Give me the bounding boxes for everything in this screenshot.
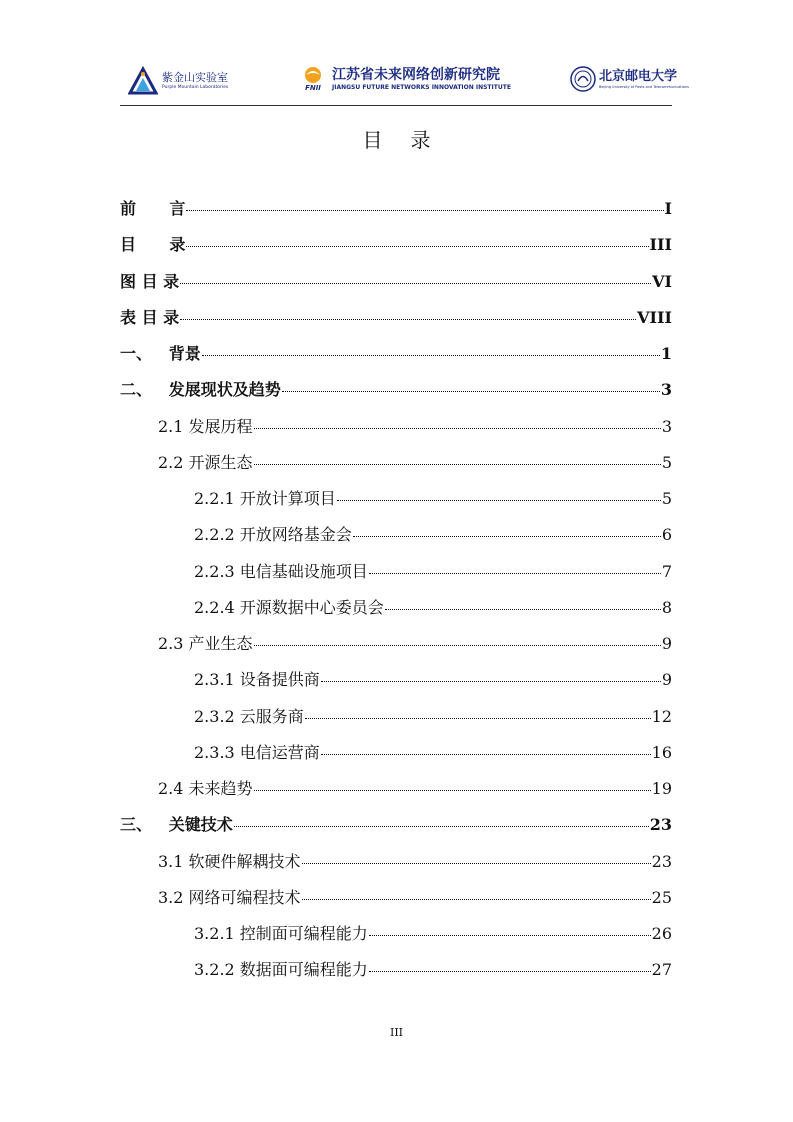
toc-entry-label: 2.2 开源生态 (158, 452, 253, 472)
toc-dot-leader (186, 246, 648, 247)
fnii-swirl-icon (301, 66, 325, 84)
toc-entry-page: III (649, 235, 672, 255)
toc-dot-leader (385, 609, 661, 610)
purple-mountain-name-cn: 紫金山实验室 (162, 71, 228, 84)
toc-entry-page: 19 (651, 779, 672, 798)
purple-mountain-name-en: Purple Mountain Laboratories (162, 85, 229, 90)
bupt-name-cn: 北京邮电大学 (599, 68, 678, 84)
toc-entry[interactable] (120, 341, 672, 377)
toc-entry-label: 2.2.3 电信基础设施项目 (194, 561, 368, 581)
toc-dot-leader (302, 863, 651, 864)
toc-dot-leader (282, 391, 660, 392)
toc-entry-label: 2.2.2 开放网络基金会 (194, 525, 352, 545)
toc-entry-label: 2.3 产业生态 (158, 634, 253, 653)
bupt-name-en: Beijing University of Posts and Telecommunications (599, 84, 689, 89)
toc-entry-label: 2.4 未来趋势 (158, 779, 253, 798)
toc-entry[interactable] (120, 885, 672, 921)
toc-entry-label: 3.2 网络可编程技术 (158, 887, 301, 907)
toc-dot-leader (234, 826, 649, 827)
toc-entry-label: 2.1 发展历程 (158, 416, 253, 436)
toc-dot-leader (254, 428, 661, 429)
toc-entry-page: 27 (651, 960, 672, 980)
page-header (120, 58, 689, 104)
fnii-mark: FNII (305, 84, 321, 92)
fnii-name-cn: 江苏省未来网络创新研究院 (332, 66, 500, 83)
toc-entry[interactable] (120, 232, 672, 268)
toc-entry-label: 图 目 录 (120, 271, 180, 291)
toc-dot-leader (369, 935, 651, 936)
page-title: 目录 (362, 128, 459, 152)
toc-entry[interactable] (120, 559, 672, 595)
toc-entry-page: 23 (651, 851, 672, 871)
toc-entry[interactable] (120, 957, 672, 993)
purple-mountain-logo (128, 66, 228, 96)
toc-entry[interactable] (120, 450, 672, 486)
toc-entry-page: 5 (661, 489, 672, 508)
toc-entry-label: 目 录 (120, 235, 186, 255)
toc-entry-page: 12 (651, 706, 672, 726)
toc-entry-page: 6 (661, 525, 672, 545)
table-of-contents (120, 196, 672, 994)
toc-entry-page: 3 (661, 416, 672, 436)
page-number: III (389, 1026, 404, 1039)
toc-entry-page: 23 (649, 815, 672, 835)
toc-dot-leader (180, 319, 636, 320)
toc-dot-leader (321, 754, 651, 755)
toc-entry-label: 三、 关键技术 (120, 815, 233, 835)
toc-dot-leader (302, 899, 651, 900)
toc-entry[interactable] (120, 269, 672, 305)
toc-dot-leader (254, 464, 661, 465)
toc-dot-leader (321, 681, 661, 682)
toc-dot-leader (180, 283, 651, 284)
toc-dot-leader (305, 718, 651, 719)
toc-entry[interactable] (120, 776, 672, 812)
toc-entry[interactable] (120, 595, 672, 631)
toc-entry-label: 2.3.3 电信运营商 (194, 742, 320, 762)
toc-dot-leader (186, 210, 663, 211)
toc-entry-page: 16 (651, 742, 672, 762)
toc-entry-page: I (664, 199, 672, 218)
toc-entry-page: 9 (661, 634, 672, 653)
toc-entry[interactable] (120, 305, 672, 341)
toc-entry[interactable] (120, 522, 672, 558)
toc-entry-page: 5 (661, 452, 672, 472)
toc-entry-label: 一、 背景 (120, 344, 201, 363)
toc-entry[interactable] (120, 631, 672, 667)
toc-entry-label: 前 言 (120, 199, 186, 218)
toc-dot-leader (369, 971, 651, 972)
toc-entry[interactable] (120, 740, 672, 776)
toc-entry[interactable] (120, 704, 672, 740)
toc-entry[interactable] (120, 812, 672, 848)
toc-dot-leader (369, 573, 661, 574)
toc-entry[interactable] (120, 849, 672, 885)
bupt-emblem-icon (570, 66, 596, 92)
toc-entry[interactable] (120, 377, 672, 413)
fnii-name-en: JIANGSU FUTURE NETWORKS INNOVATION INSTITUTE (332, 83, 511, 91)
toc-dot-leader (254, 790, 651, 791)
bupt-logo (570, 66, 689, 92)
toc-entry-page: 9 (661, 670, 672, 690)
toc-entry-page: 3 (660, 380, 672, 400)
toc-entry-label: 2.3.1 设备提供商 (194, 670, 320, 690)
toc-entry-page: 7 (661, 561, 672, 581)
toc-entry[interactable] (120, 921, 672, 957)
toc-entry-page: 26 (651, 924, 672, 943)
toc-entry-page: VI (652, 271, 672, 291)
toc-entry-label: 2.2.1 开放计算项目 (194, 489, 336, 508)
fnii-logo (298, 66, 511, 92)
toc-entry-label: 2.3.2 云服务商 (194, 706, 304, 726)
toc-dot-leader (202, 355, 660, 356)
toc-entry[interactable] (120, 486, 672, 522)
toc-entry-page: 25 (651, 887, 672, 907)
mountain-icon (128, 66, 158, 96)
toc-entry-label: 3.2.2 数据面可编程能力 (194, 960, 368, 980)
toc-entry[interactable] (120, 414, 672, 450)
toc-entry-page: VIII (637, 307, 672, 327)
toc-dot-leader (254, 645, 661, 646)
toc-entry-page: 1 (660, 344, 672, 363)
toc-entry-label: 2.2.4 开源数据中心委员会 (194, 597, 384, 617)
toc-dot-leader (337, 500, 661, 501)
toc-entry[interactable] (120, 667, 672, 703)
header-divider (120, 105, 672, 106)
toc-entry[interactable] (120, 196, 672, 232)
toc-entry-label: 3.1 软硬件解耦技术 (158, 851, 301, 871)
toc-dot-leader (353, 536, 661, 537)
toc-entry-label: 表 目 录 (120, 307, 180, 327)
toc-entry-label: 二、 发展现状及趋势 (120, 380, 281, 400)
toc-entry-label: 3.2.1 控制面可编程能力 (194, 924, 368, 943)
toc-entry-page: 8 (661, 597, 672, 617)
